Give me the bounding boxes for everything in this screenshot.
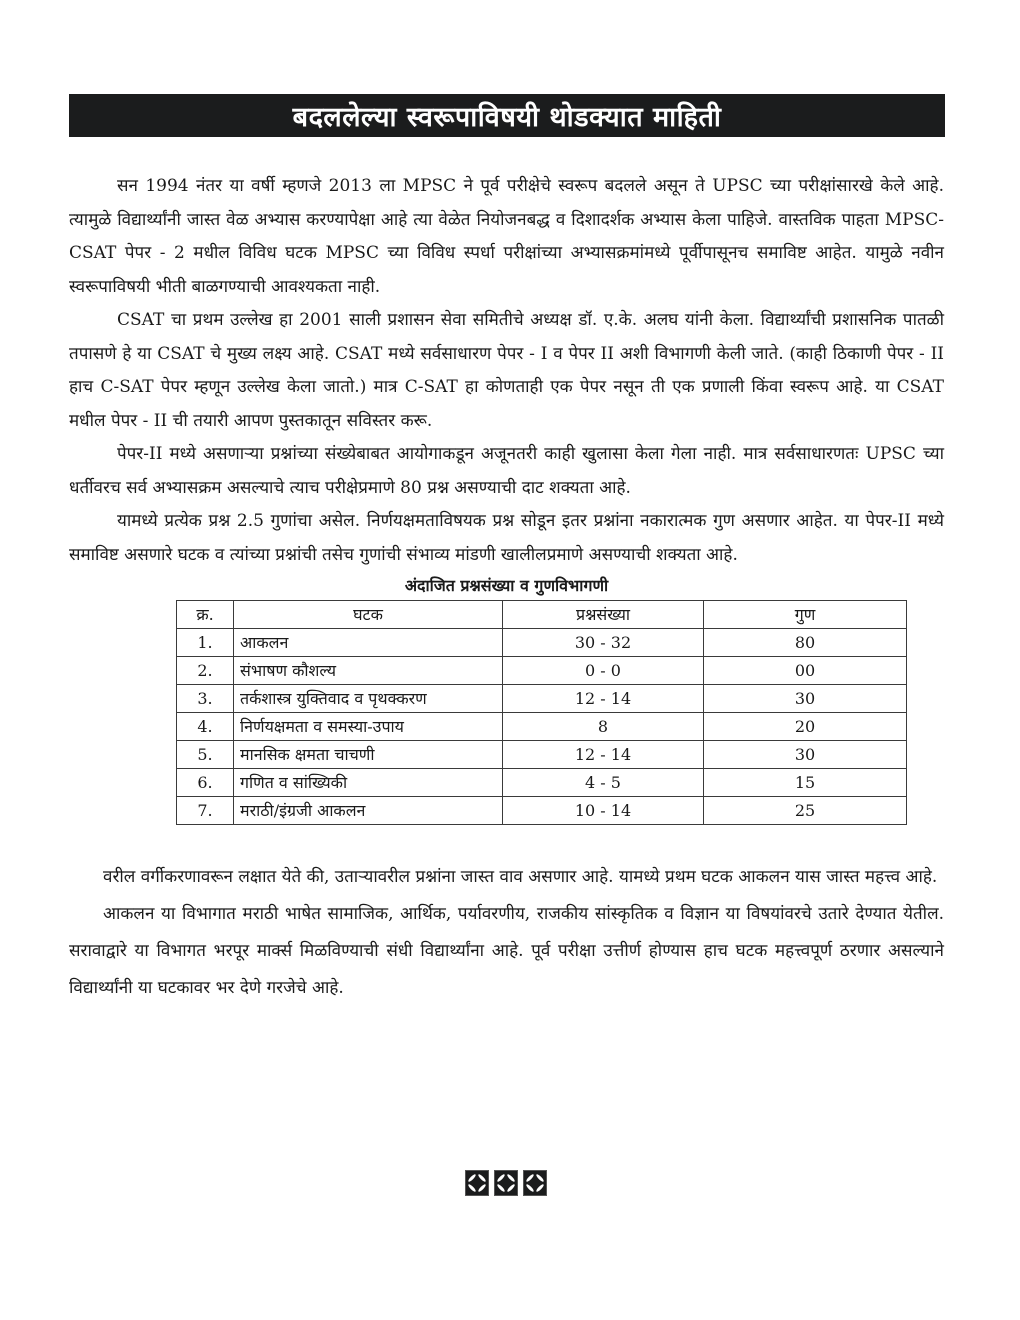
- cell-question-count: 12 - 14: [503, 685, 704, 713]
- cell-question-count: 30 - 32: [503, 629, 704, 657]
- cell-component: संभाषण कौशल्य: [234, 657, 503, 685]
- table-row: [177, 685, 907, 713]
- cell-component: मराठी/इंग्रजी आकलन: [234, 797, 503, 825]
- cell-marks: 15: [704, 769, 907, 797]
- page-title-banner: [69, 94, 945, 137]
- table-row: [177, 797, 907, 825]
- paragraph-comprehension-section: आकलन या विभागात मराठी भाषेत सामाजिक, आर्थिक, पर्यावरणीय, राजकीय सांस्कृतिक व विज्ञान या विषयांवरचे उतारे देण्यात येतील. सरावाद्वारे या विभागत भरपूर मार्क्स मिळविण्याची संधी विद्यार्थ्यांना आहे. पूर्व परीक्षा उत्तीर्ण होण्यास हाच घटक महत्त्वपूर्ण ठरणार असल्याने विद्यार्थ्यांनी या घटकावर भर देणे गरजेचे आहे.: [69, 904, 944, 998]
- table-row: [177, 769, 907, 797]
- table-row: [177, 713, 907, 741]
- cell-component: आकलन: [234, 629, 503, 657]
- header-component: घटक: [234, 601, 503, 629]
- cell-question-count: 0 - 0: [503, 657, 704, 685]
- paragraph-marking-scheme: यामध्ये प्रत्येक प्रश्न 2.5 गुणांचा असेल. निर्णयक्षमताविषयक प्रश्न सोडून इतर प्रश्नांना नकारात्मक गुण असणार आहेत. या पेपर-II मध्ये समाविष्ट असणारे घटक व त्यांच्या प्रश्नांची तसेच गुणांची संभाव्य मांडणी खालीलप्रमाणे असण्याची शक्यता आहे.: [69, 511, 944, 565]
- header-marks: गुण: [704, 601, 907, 629]
- paragraph-csat-history: CSAT चा प्रथम उल्लेख हा 2001 साली प्रशासन सेवा समितीचे अध्यक्ष डॉ. ए.के. अलघ यांनी केला. विद्यार्थ्यांची प्रशासनिक पातळी तपासणे हे या CSAT चे मुख्य लक्ष्य आहे. CSAT मध्ये सर्वसाधारण पेपर - I व पेपर II अशी विभागणी केली जाते. (काही ठिकाणी पेपर - II हाच C-SAT पेपर म्हणून उल्लेख केला जातो.) मात्र C-SAT हा कोणताही एक पेपर नसून ती एक प्रणाली किंवा स्वरूप आहे. या CSAT मधील पेपर - II ची तयारी आपण पुस्तकातून सविस्तर करू.: [69, 310, 944, 431]
- cell-marks: 20: [704, 713, 907, 741]
- table-row: [177, 657, 907, 685]
- cell-serial: 3.: [177, 685, 234, 713]
- cell-question-count: 8: [503, 713, 704, 741]
- cell-marks: 00: [704, 657, 907, 685]
- cell-serial: 2.: [177, 657, 234, 685]
- floral-ornament-icon: [465, 1170, 489, 1196]
- header-serial: क्र.: [177, 601, 234, 629]
- cell-serial: 1.: [177, 629, 234, 657]
- cell-marks: 30: [704, 685, 907, 713]
- cell-marks: 80: [704, 629, 907, 657]
- marks-distribution-table: [176, 600, 907, 825]
- page-title: बदललेल्या स्वरूपाविषयी थोडक्यात माहिती: [292, 102, 722, 133]
- cell-component: मानसिक क्षमता चाचणी: [234, 741, 503, 769]
- cell-serial: 4.: [177, 713, 234, 741]
- paragraph-paper-two-questions: पेपर-II मध्ये असणाऱ्या प्रश्नांच्या संख्येबाबत आयोगाकडून अजूनतरी काही खुलासा केला गेला नाही. मात्र सर्वसाधारणतः UPSC च्या धर्तीवरच सर्व अभ्यासक्रम असल्याचे त्याच परीक्षेप्रमाणे 80 प्रश्न असण्याची दाट शक्यता आहे.: [69, 444, 944, 498]
- floral-ornament-icon: [494, 1170, 518, 1196]
- table-row: [177, 629, 907, 657]
- paragraph-classification-summary: वरील वर्गीकरणावरून लक्षात येते की, उताऱ्यावरील प्रश्नांना जास्त वाव असणार आहे. यामध्ये प्रथम घटक आकलन यास जास्त महत्त्व आहे.: [103, 867, 938, 887]
- table-caption: अंदाजित प्रश्नसंख्या व गुणविभागणी: [404, 576, 609, 595]
- cell-question-count: 4 - 5: [503, 769, 704, 797]
- cell-serial: 7.: [177, 797, 234, 825]
- cell-component: गणित व सांख्यिकी: [234, 769, 503, 797]
- cell-marks: 25: [704, 797, 907, 825]
- floral-ornament-icon: [523, 1170, 547, 1196]
- cell-marks: 30: [704, 741, 907, 769]
- cell-serial: 6.: [177, 769, 234, 797]
- cell-component: तर्कशास्त्र युक्तिवाद व पृथक्करण: [234, 685, 503, 713]
- section-end-ornaments: [465, 1170, 547, 1196]
- header-question-count: प्रश्नसंख्या: [503, 601, 704, 629]
- cell-question-count: 10 - 14: [503, 797, 704, 825]
- table-header-row: [177, 601, 907, 629]
- cell-serial: 5.: [177, 741, 234, 769]
- paragraph-intro: सन 1994 नंतर या वर्षी म्हणजे 2013 ला MPSC ने पूर्व परीक्षेचे स्वरूप बदलले असून ते UPSC च्या परीक्षांसारखे केले आहे. त्यामुळे विद्यार्थ्यांनी जास्त वेळ अभ्यास करण्यापेक्षा आहे त्या वेळेत नियोजनबद्ध व दिशादर्शक अभ्यास केला पाहिजे. वास्तविक पाहता MPSC-CSAT पेपर - 2 मधील विविध घटक MPSC च्या विविध स्पर्धा परीक्षांच्या अभ्यासक्रमांमध्ये पूर्वीपासूनच समाविष्ट आहेत. यामुळे नवीन स्वरूपाविषयी भीती बाळगण्याची आवश्यकता नाही.: [69, 176, 944, 297]
- document-body: [69, 170, 944, 1007]
- cell-question-count: 12 - 14: [503, 741, 704, 769]
- table-row: [177, 741, 907, 769]
- cell-component: निर्णयक्षमता व समस्या-उपाय: [234, 713, 503, 741]
